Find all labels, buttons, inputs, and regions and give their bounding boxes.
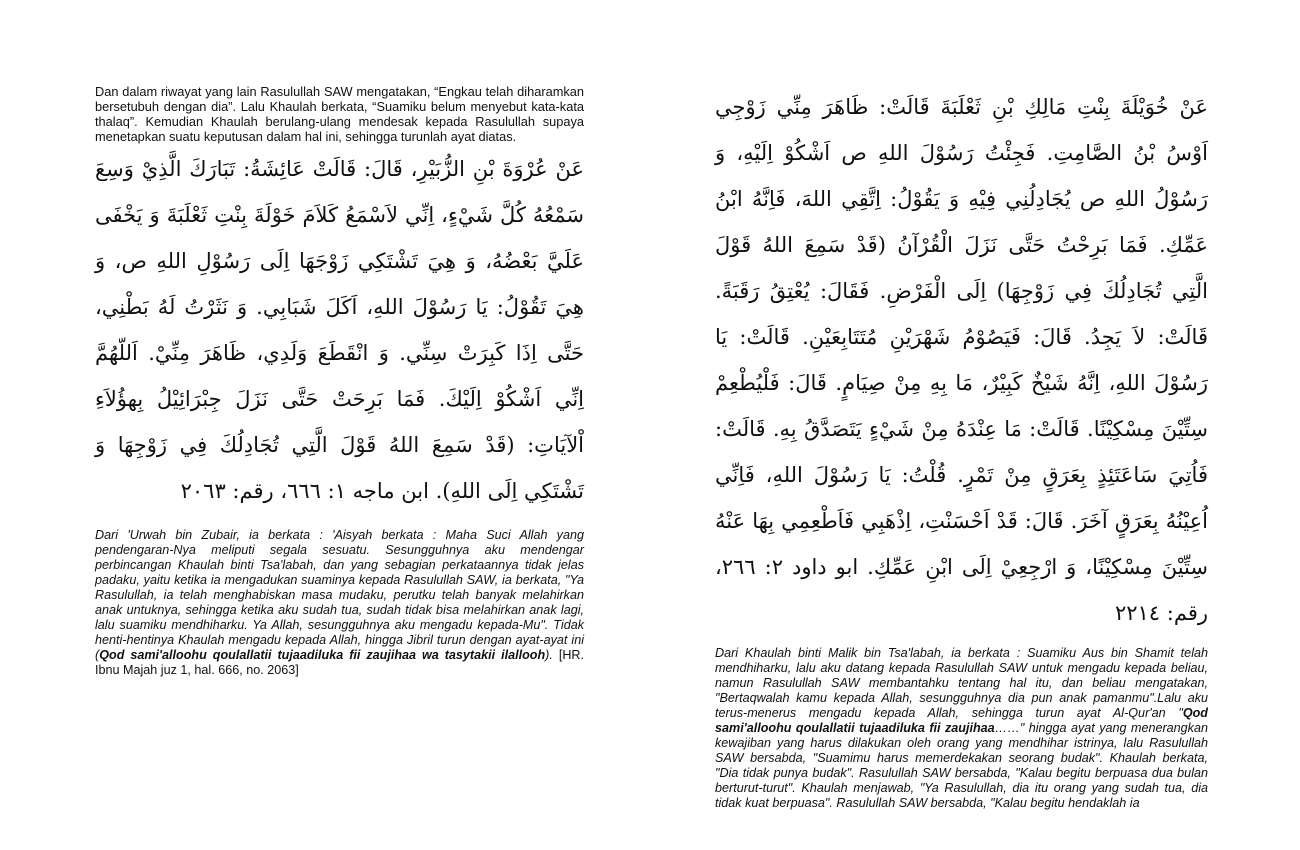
translation-text: Dari 'Urwah bin Zubair, ia berkata : 'Aisyah berkata : Maha Suci Allah yang pendengaran-Nya meliputi segala sesuatu. Sesungguhnya aku mendengar perbincangan Khaulah binti Tsa'labah, dan yang sebagian perkataannya tidak jelas padaku, yaitu ketika ia mengadukan suaminya kepada Rasulullah SAW, ia berkata, "Ya Rasulullah, ia telah menghabiskan masa mudaku, perutku telah banyak melahirkan anak untuknya, sehingga ketika aku sudah tua, sudah tidak bisa melahirkan anak lagi, lalu suamiku mendhiharku. Ya Allah, sesungguhnya aku mengadu kepada-Mu". Tidak henti-hentinya Khaulah mengadu kepada Allah, hingga Jibril turun dengan ayat-ayat ini ( bbox=[95, 528, 584, 662]
hadith-reference: [HR. Ibnu Majah juz 1, hal. 666, no. 2063] bbox=[95, 648, 585, 677]
ayat-transliteration: Qod sami'alloohu qoulallatii tujaadiluka fii zaujihaa wa tasytakii ilallooh bbox=[99, 648, 546, 662]
arabic-hadith-ibnu-majah: عَنْ عُرْوَةَ بْنِ الزُّبَيْرِ، قَالَ: قَالَتْ عَائِشَةُ: تَبَارَكَ الَّذِيْ وَسِعَ سَمْعُهُ كُلَّ شَيْءٍ، اِنِّي لاَسْمَعُ كَلاَمَ خَوْلَةَ بِنْتِ ثَعْلَبَةَ وَ يَخْفَى عَلَيَّ بَعْضُهُ، وَ هِيَ تَشْتَكِي زَوْجَهَا اِلَى رَسُوْلِ اللهِ ص، وَ هِيَ تَقُوْلُ: يَا رَسُوْلَ اللهِ، اَكَلَ شَبَابِي. وَ نَثَرْتُ لَهُ بَطْنِي، حَتَّى اِذَا كَبِرَتْ سِنِّي. وَ انْقَطَعَ وَلَدِي، ظَاهَرَ مِنِّيْ. اَللّهُمَّ اِنِّي اَشْكُوْ اِلَيْكَ. فَمَا بَرِحَتْ حَتَّى نَزَلَ جِبْرَائِيْلُ بِهؤُلاَءِ اْلآيَاتِ: (قَدْ سَمِعَ اللهُ قَوْلَ الَّتِي تُجَادِلُكَ فِي زَوْجِهَا وَ تَشْتَكِي اِلَى اللهِ). ابن ماجه ١: ٦٦٦، رقم: ٢٠٦٣ bbox=[95, 157, 584, 503]
intro-paragraph: Dan dalam riwayat yang lain Rasulullah SAW mengatakan, “Engkau telah diharamkan bersetubuh dengan dia”. Lalu Khaulah berkata, “Suamiku belum menyebut kata-kata thalaq”. Kemudian Khaulah berulang-ulang mendesak kepada Rasulullah supaya menetapkan suatu keputusan dalam hal ini, sehingga turunlah ayat diatas. bbox=[95, 84, 584, 144]
ayat-transliteration: Qod sami'alloohu qoulallatii tujaadiluka fii zaujihaa bbox=[715, 706, 1208, 735]
translation-text-end: ). bbox=[545, 648, 553, 662]
translation-abu-dawud bbox=[715, 646, 1208, 811]
arabic-hadith-abu-dawud: عَنْ خُوَيْلَةَ بِنْتِ مَالِكِ بْنِ ثَعْلَبَةَ قَالَتْ: ظَاهَرَ مِنِّي زَوْجِي اَوْسُ بْنُ الصَّامِتِ. فَجِئْتُ رَسُوْلَ اللهِ ص اَشْكُوْ اِلَيْهِ، وَ رَسُوْلُ اللهِ ص يُجَادِلُنِي فِيْهِ وَ يَقُوْلُ: اِتَّقِي اللهَ، فَاِنَّهُ ابْنُ عَمِّكِ. فَمَا بَرِحْتُ حَتَّى نَزَلَ الْقُرْآنُ (قَدْ سَمِعَ اللهُ قَوْلَ الَّتِي تُجَادِلُكَ فِي زَوْجِهَا) اِلَى الْفَرْضِ. فَقَالَ: يُعْتِقُ رَقَبَةً. قَالَتْ: لاَ يَجِدُ. قَالَ: فَيَصُوْمُ شَهْرَيْنِ مُتَتَابِعَيْنِ. قَالَتْ: يَا رَسُوْلَ اللهِ، اِنَّهُ شَيْخٌ كَبِيْرٌ، مَا بِهِ مِنْ صِيَامٍ. قَالَ: فَلْيُطْعِمْ سِتِّيْنَ مِسْكِيْنًا. قَالَتْ: مَا عِنْدَهُ مِنْ شَيْءٍ يَتَصَدَّقُ بِهِ. قَالَتْ: فَاُتِيَ سَاعَتَئِذٍ بِعَرَقٍ مِنْ تَمْرٍ. قُلْتُ: يَا رَسُوْلَ اللهِ، فَاِنِّي اُعِيْنُهُ بِعَرَقٍ آخَرَ. قَالَ: قَدْ اَحْسَنْتِ، اِذْهَبِي فَاَطْعِمِي بِهَا عَنْهُ سِتِّيْنَ مِسْكِيْنًا، وَ ارْجِعِيْ اِلَى ابْنِ عَمِّكِ. ابو داود ٢: ٢٦٦، رقم: ٢٢١٤ bbox=[715, 95, 1208, 625]
right-column bbox=[715, 84, 1208, 811]
translation-text-end: ……" hingga ayat yang menerangkan kewajiban yang harus dilakukan oleh orang yang mendhihar istrinya, lalu Rasulullah SAW bersabda, "Suamimu harus memerdekakan seorang budak". Khaulah berkata, "Dia tidak punya budak". Rasulullah SAW bersabda, "Kalau begitu berpuasa dua bulan berturut-turut". Khaulah menjawab, "Ya Rasulullah, dia itu orang yang sudah tua, dia tidak kuat berpuasa". Rasulullah SAW bersabda, "Kalau begitu hendaklah ia bbox=[715, 721, 1208, 810]
translation-ibnu-majah bbox=[95, 528, 584, 678]
left-column bbox=[95, 84, 584, 678]
translation-text: Dari Khaulah binti Malik bin Tsa'labah, ia berkata : Suamiku Aus bin Shamit telah mendhiharku, lalu aku datang kepada Rasulullah SAW untuk mengadu kepada beliau, namun Rasulullah SAW membantahku tentang hal itu, dan beliau mengatakan, "Bertaqwalah kamu kepada Allah, sesungguhnya dia pun anak pamanmu".Lalu aku terus-menerus mengadu kepada Allah, sehingga turun ayat Al-Qur'an " bbox=[715, 646, 1208, 720]
